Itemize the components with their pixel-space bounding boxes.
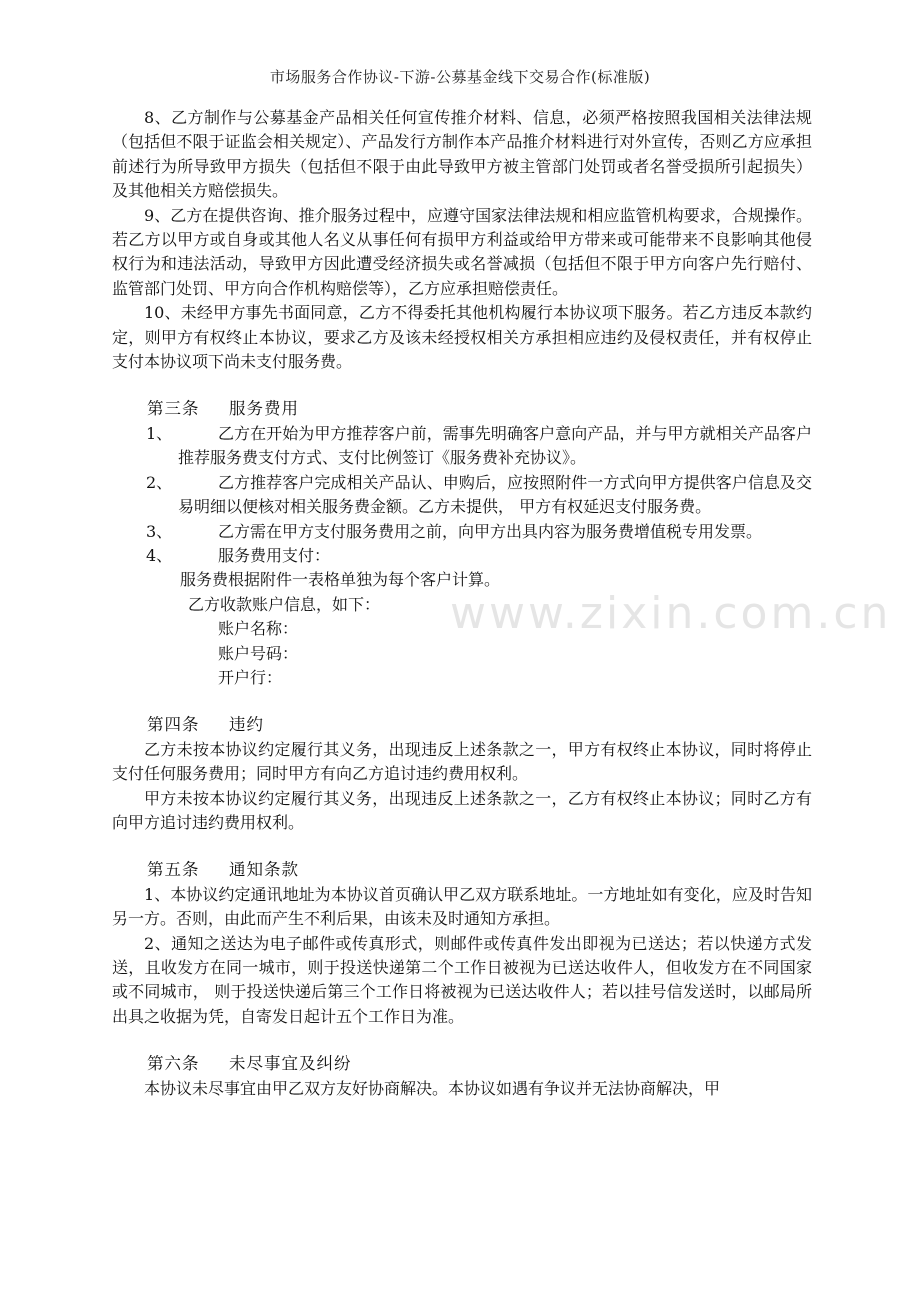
item-number: 4、 xyxy=(146,545,173,565)
article-6-para: 本协议未尽事宜由甲乙双方友好协商解决。本协议如遇有争议并无法协商解决，甲 xyxy=(144,1078,721,1098)
bank-field: 开户行： xyxy=(218,667,283,687)
item-text: 乙方需在甲方支付服务费用之前，向甲方出具内容为服务费增值税专用发票。 xyxy=(218,521,763,541)
article-6-heading xyxy=(147,1052,812,1076)
clause-8: 8、乙方制作与公募基金产品相关任何宣传推介材料、信息，必须严格按照我国相关法律法规（包括但不限于证监会相关规定）、产品发行方制作本产品推介材料进行对外宣传，否则乙方应承担前述行为所导致甲方损失（包括但不限于由此导致甲方被主管部门处罚或者名誉受损所引起损失）及其他相关方赔偿损失。 xyxy=(112,108,812,201)
clause-9: 9、乙方在提供咨询、推介服务过程中，应遵守国家法律法规和相应监管机构要求，合规操作。若乙方以甲方或自身或其他人名义从事任何有损甲方利益或给甲方带来或可能带来不良影响其他侵权行为和违法活动，导致甲方因此遭受经济损失或名誉减损（包括但不限于甲方向客户先行赔付、监管部门处罚、甲方向合作机构赔偿等），乙方应承担赔偿责任。 xyxy=(112,205,812,298)
account-info-line: 乙方收款账户信息，如下： xyxy=(188,594,381,614)
article-4-heading xyxy=(147,713,812,737)
article-5-number: 第五条 xyxy=(147,860,200,880)
article-4-number: 第四条 xyxy=(147,715,200,735)
account-name-field: 账户名称： xyxy=(218,619,299,639)
article-6-title: 未尽事宜及纠纷 xyxy=(229,1054,352,1074)
document-body xyxy=(112,106,812,1101)
article-4-para-2: 甲方未按本协议约定履行其义务，出现违反上述条款之一，乙方有权终止本协议；同时乙方有向甲方追讨违约费用权利。 xyxy=(112,788,812,832)
article-3-item-4 xyxy=(116,544,812,568)
article-3-item-2 xyxy=(116,471,812,520)
item-text: 服务费用支付： xyxy=(218,545,331,565)
page-header: 市场服务合作协议-下游-公募基金线下交易合作(标准版) xyxy=(269,68,651,86)
article-4-title: 违约 xyxy=(229,715,264,735)
article-5-heading xyxy=(147,858,812,882)
item-number: 2、 xyxy=(146,472,173,492)
article-3-item-1 xyxy=(116,422,812,471)
article-4-para-1: 乙方未按本协议约定履行其义务，出现违反上述条款之一，甲方有权终止本协议，同时将停止支付任何服务费用；同时甲方有向乙方追讨违约费用权利。 xyxy=(112,739,812,784)
item-text: 乙方推荐客户完成相关产品认、申购后，应按照附件一方式向甲方提供客户信息及交易明细以便核对相关服务费金额。乙方未提供， 甲方有权延迟支付服务费。 xyxy=(178,472,812,517)
fee-calculation-line: 服务费根据附件一表格单独为每个客户计算。 xyxy=(180,570,501,590)
item-number: 1、 xyxy=(146,423,173,443)
article-5-para-2: 2、通知之送达为电子邮件或传真形式，则邮件或传真件发出即视为已送达；若以快递方式发送，且收发方在同一城市，则于投送快递第二个工作日被视为已送达收件人，但收发方在不同国家或不同城市， 则于投送快递后第三个工作日将被视为已送达收件人；若以挂号信发送时，以邮局所出具之收据为凭，自寄发日起计五个工作日为准。 xyxy=(112,933,812,1026)
article-3-number: 第三条 xyxy=(147,399,200,419)
item-number: 3、 xyxy=(146,521,173,541)
clause-10: 10、未经甲方事先书面同意，乙方不得委托其他机构履行本协议项下服务。若乙方违反本款约定，则甲方有权终止本协议，要求乙方及该未经授权相关方承担相应违约及侵权责任，并有权停止支付本协议项下尚未支付服务费。 xyxy=(112,303,812,372)
article-3-heading xyxy=(147,397,812,421)
watermark: www.zixin.com.cn xyxy=(450,588,892,639)
article-5-title: 通知条款 xyxy=(229,860,299,880)
article-5-para-1: 1、本协议约定通讯地址为本协议首页确认甲乙双方联系地址。一方地址如有变化，应及时告知另一方。否则，由此而产生不利后果，由该未及时通知方承担。 xyxy=(112,884,812,929)
article-3-title: 服务费用 xyxy=(229,399,299,419)
article-6-number: 第六条 xyxy=(147,1054,200,1074)
item-text: 乙方在开始为甲方推荐客户前，需事先明确客户意向产品，并与甲方就相关产品客户推荐服务费支付方式、支付比例签订《服务费补充协议》。 xyxy=(178,423,812,468)
account-number-field: 账户号码： xyxy=(218,643,299,663)
article-3-item-3 xyxy=(116,520,812,544)
